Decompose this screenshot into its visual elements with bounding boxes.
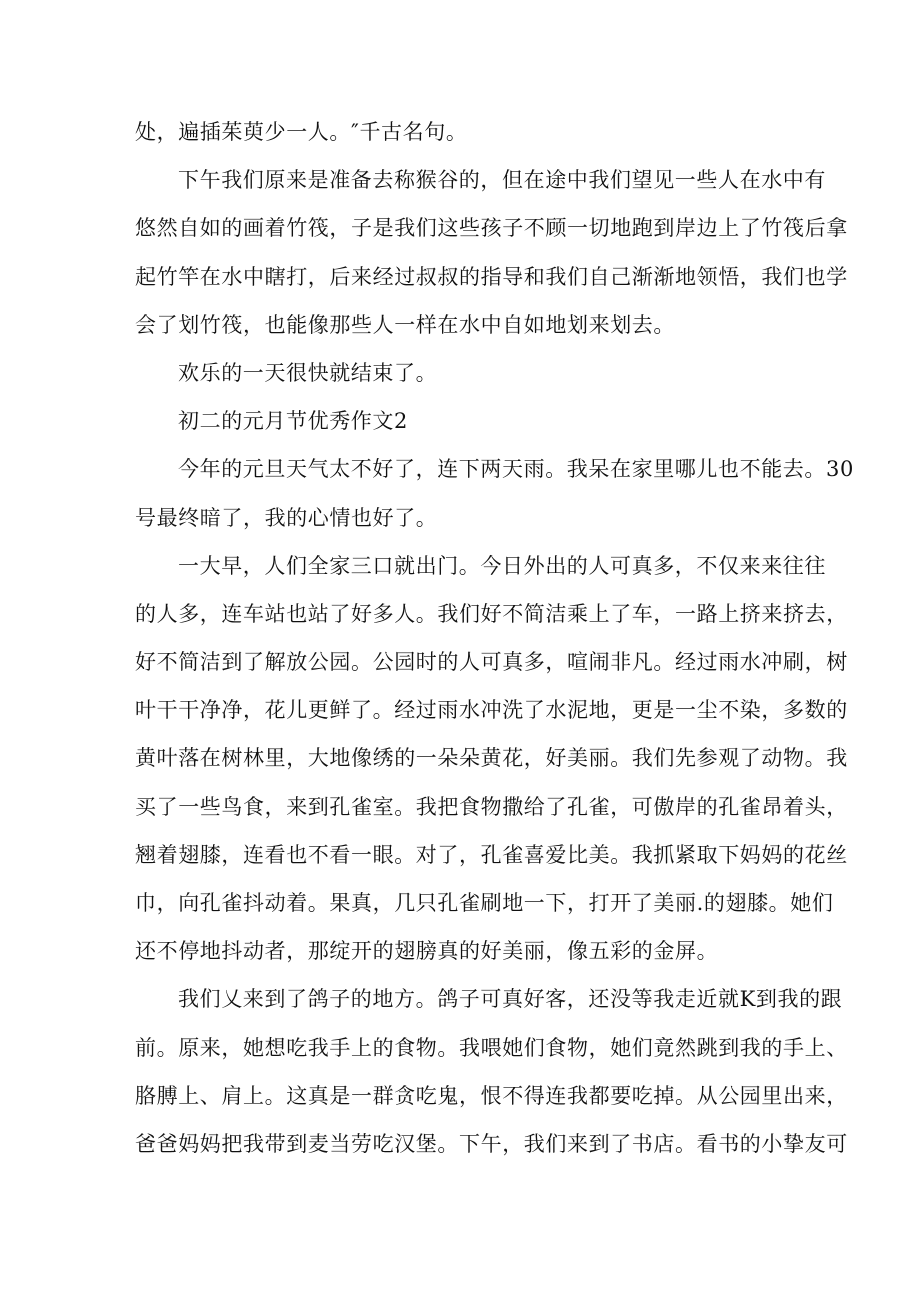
text-line: 起竹竿在水中瞎打，后来经过叔叔的指导和我们自己渐渐地领悟，我们也学 [135,264,848,289]
text-line: 一大早，人们全家三口就出门。今日外出的人可真多，不仅来来往往 [178,553,826,578]
text-line: 巾，向孔雀抖动着。果真，几只孔雀刷地一下，打开了美丽.的翅膝。她们 [135,891,834,915]
document-body [135,108,854,1168]
text-line: 号最终暗了，我的心情也好了。 [135,505,438,530]
text-line: 还不停地抖动者，那绽开的翅膀真的好美丽，像五彩的金屏。 [135,939,719,964]
text-line: 的人多，连车站也站了好多人。我们好不简洁乘上了车，一路上挤来挤去， [135,601,848,626]
text-line: 好不简洁到了解放公园。公园时的人可真多，喧闹非凡。经过雨水冲刷，树 [135,650,848,675]
text-line: 欢乐的一天很快就结束了。 [178,360,438,385]
text-line: 翘着翅膝，连看也不看一眼。对了，孔雀喜爱比美。我抓紧取下妈妈的花丝 [135,842,848,867]
text-line: 爸爸妈妈把我带到麦当劳吃汉堡。下午，我们来到了书店。看书的小挚友可 [135,1131,848,1156]
text-line: 胳膊上、肩上。这真是一群贪吃鬼，恨不得连我都要吃掉。从公园里出来， [135,1083,848,1108]
text-line: 买了一些鸟食，来到孔雀室。我把食物撒给了孔雀，可傲岸的孔雀昂着头， [135,794,848,819]
text-line: 前。原来，她想吃我手上的食物。我喂她们食物，她们竟然跳到我的手上、 [135,1035,848,1060]
text-line: 悠然自如的画着竹筏，子是我们这些孩子不顾一切地跑到岸边上了竹筏后拿 [135,216,848,241]
text-line: 黄叶落在树林里，大地像绣的一朵朵黄花，好美丽。我们先参观了动物。我 [135,746,848,771]
text-line: 初二的元月节优秀作文2 [178,409,408,434]
text-line: 叶干干净净，花儿更鲜了。经过雨水冲洗了水泥地，更是一尘不染，多数的 [135,698,848,723]
text-line: 会了划竹筏，也能像那些人一样在水中自如地划来划去。 [135,312,675,337]
text-line: 下午我们原来是准备去称猴谷的，但在途中我们望见一些人在水中有 [178,168,826,193]
text-line: 我们乂来到了鸽子的地方。鸽子可真好客，还没等我走近就K到我的跟 [178,987,843,1012]
text-line: 今年的元旦天气太不好了，连下两天雨。我呆在家里哪儿也不能去。30 [178,457,854,482]
text-line: 处，遍插茱萸少一人。″千古名句。 [135,120,468,144]
